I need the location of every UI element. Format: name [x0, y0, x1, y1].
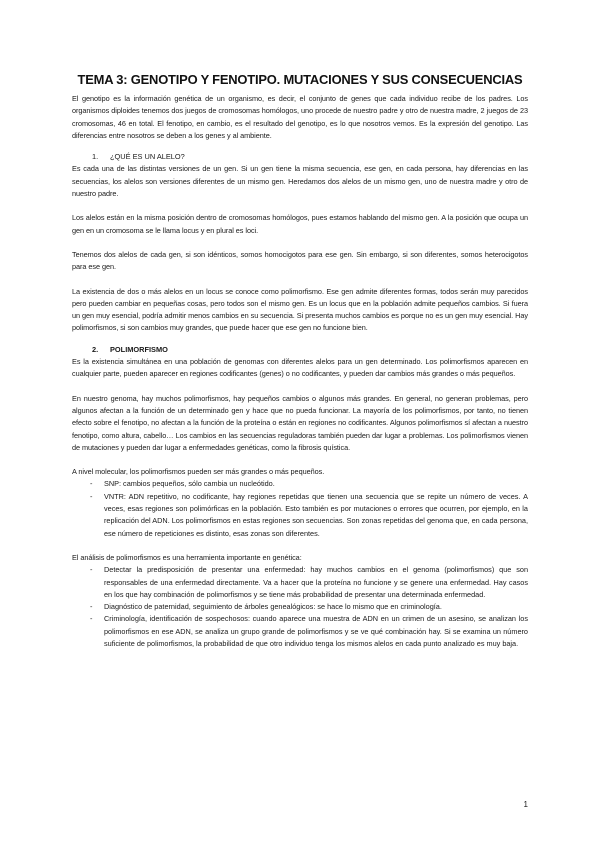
list-item: - Criminología, identificación de sospechosos: cuando aparece una muestra de ADN en un crimen de un asesino, se analizan los polimorfismos en ese ADN, se analiza un grupo grande de polimorfismos y se ve qué combinación hay. Si se examina un número suficiente de polimorfismos, la probabilidad de que otro individuo tenga los mismos alelos en cada punto analizado es muy baja.: [90, 613, 528, 650]
document-title: TEMA 3: GENOTIPO Y FENOTIPO. MUTACIONES Y SUS CONSECUENCIAS: [77, 72, 523, 87]
polymorphism-types-list: [72, 478, 528, 539]
page-content: [72, 72, 528, 650]
section-1-paragraph: Es cada una de las distintas versiones de un gen. Si un gen tiene la misma secuencia, ese gen, en cada persona, hay diferencias en las secuencias, los alelos son versiones diferentes de un mismo gen. Heredamos dos alelos de un mismo gen, uno de nuestra madre y otro de nuestro padre.: [72, 164, 528, 199]
page-number: 1: [523, 800, 528, 809]
section-1-paragraph: La existencia de dos o más alelos en un locus se conoce como polimorfismo. Ese gen admite diferentes formas, todos serán muy parecidos pero pueden cambiar en pequeñas cosas, pero todos son el mismo gen. Es un locus que en la población admite pequeños cambios. Si fuera un gen muy esencial, podría admitir menos cambios en su secuencia. Si presenta muchos cambios es porque no es un gen muy esencial. Hay polimorfismos, si son cambios muy grandes, que puede hacer que ese gen no funcione bien.: [72, 286, 528, 333]
section-1-number: 1.: [92, 152, 99, 162]
list-item: - VNTR: ADN repetitivo, no codificante, hay regiones repetidas que tienen una secuencia que se repite un número de veces. A veces, esas regiones son polimórficas en la población. Esto también es por mutaciones o errores que ocurren, por ejemplo, en la replicación del ADN. Los polimorfismos en estas regiones son secuencias. Son zonas repetidas del genoma que, en cada persona, ese número de repeticiones es distinto, esas zonas son diferentes.: [90, 491, 528, 540]
section-2-paragraph: En nuestro genoma, hay muchos polimorfismos, hay pequeños cambios o algunos más grandes. En general, no generan problemas, pero algunos afectan a la función de un determinado gen y hace que no pueda funcionar. La mayoría de los polimorfismos, por tanto, no tienen efecto sobre el fenotipo, no afectan a la función de la proteína o están en regiones no codificantes. Algunos polimorfismos sí afectan a nuestro fenotipo, como altura, cabello… Los cambios en las secuencias reguladoras también pueden dar lugar a problemas. Los polimorfismos vienen de mutaciones y pueden dar lugar a enfermedades genéticas, como la fibrosis quística.: [72, 393, 528, 452]
list-item: - Diagnóstico de paternidad, seguimiento de árboles genealógicos: se hace lo mismo que en criminología.: [90, 601, 528, 613]
section-1-heading: [72, 151, 528, 163]
analysis-uses-list: [72, 564, 528, 650]
intro-paragraph: El genotipo es la información genética de un organismo, es decir, el conjunto de genes que cada individuo recibe de los padres. Los organismos diploides tenemos dos juegos de cromosomas homólogos, uno procede de nuestro padre y otro de nuestra madre, 2 juegos de 23 cromosomas, 46 en total. El fenotipo, en cambio, es el resultado del genotipo, es lo que nosotros vemos. Es la expresión del genotipo. Las diferencias entre nosotros se deben a los genes y al ambiente.: [72, 94, 528, 140]
analysis-intro: El análisis de polimorfismos es una herramienta importante en genética:: [72, 552, 302, 562]
section-1-paragraph: Tenemos dos alelos de cada gen, si son idénticos, somos homocigotos para ese gen. Sin embargo, si son diferentes, somos heterocigotos para ese gen.: [72, 249, 528, 272]
section-2-heading: [72, 344, 528, 356]
section-2-paragraph: Es la existencia simultánea en una población de genomas con diferentes alelos para un gen determinado. Los polimorfismos aparecen en cualquier parte, pueden aparecer en regiones codificantes (genes) o no codificantes, y pueden dar cambios más grandes o más pequeños.: [72, 357, 528, 379]
section-1-title: ¿QUÉ ES UN ALELO?: [110, 152, 185, 162]
list-item: - Detectar la predisposición de presentar una enfermedad: hay muchos cambios en el genoma (polimorfismos) que son responsables de una enfermedad directamente. Va a hacer que la proteína no funcione y se genere una enfermedad. Hay casos en los que hay combinación de polimorfismos y se tiene más probabilidad de presentar una determinada enfermedad.: [90, 564, 528, 601]
section-2-paragraph: A nivel molecular, los polimorfismos pueden ser más grandes o más pequeños.: [72, 467, 325, 477]
section-2-number: 2.: [92, 344, 99, 354]
section-1-paragraph: Los alelos están en la misma posición dentro de cromosomas homólogos, pues estamos hablando del mismo gen. A la posición que ocupa un gen en un cromosoma se le llama locus y en plural es loci.: [72, 213, 528, 235]
list-item: - SNP: cambios pequeños, sólo cambia un nucleótido.: [90, 478, 528, 490]
section-2-title: POLIMORFISMO: [110, 344, 168, 354]
